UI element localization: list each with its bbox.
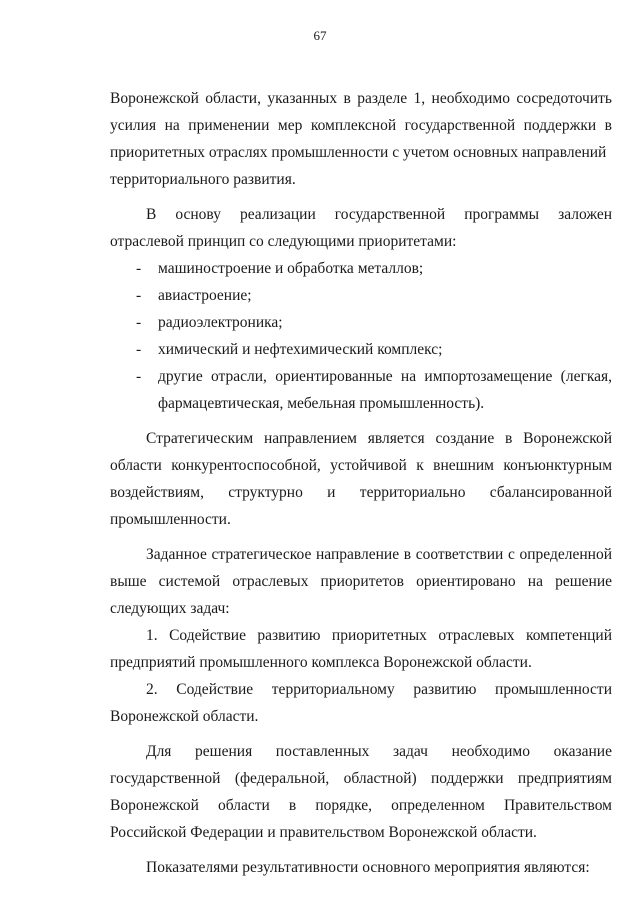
priority-list <box>110 255 612 417</box>
paragraph-priorities: В основу реализации государственной программы заложен отраслевой принцип со следующими приоритетами: <box>110 206 612 250</box>
dash-icon: - <box>136 260 142 277</box>
list-item: - машиностроение и обработка металлов; <box>110 255 612 282</box>
paragraph-support: Для решения поставленных задач необходимо оказание государственной (федеральной, областной) поддержки предприятиям Воронежской области в порядке, определенном Правительством Российской Федерации и правительством Воронежской области. <box>110 743 612 841</box>
page-number: 67 <box>313 28 327 43</box>
list-item: - авиастроение; <box>110 282 612 309</box>
paragraph-intro: Воронежской области, указанных в разделе 1, необходимо сосредоточить усилия на применении мер комплексной государственной поддержки в приоритетных отраслях промышленности с учетом основных направлений <box>110 90 612 161</box>
list-item: - радиоэлектроника; <box>110 309 612 336</box>
dash-icon: - <box>136 314 142 331</box>
paragraph-strategy: Стратегическим направлением является создание в Воронежской области конкурентоспособной, устойчивой к внешним конъюнктурным воздействиям, структурно и территориально сбалансированной промышленности. <box>110 430 612 528</box>
task-item-2: 2. Содействие территориальному развитию промышленности Воронежской области. <box>110 681 612 725</box>
dash-icon: - <box>136 341 142 358</box>
task-item-1: 1. Содействие развитию приоритетных отраслевых компетенций предприятий промышленного комплекса Воронежской области. <box>110 627 612 671</box>
paragraph-indicators: Показателями результативности основного мероприятия являются: <box>146 859 590 876</box>
paragraph-tasks-intro: Заданное стратегическое направление в соответствии с определенной выше системой отраслевых приоритетов ориентировано на решение следующих задач: <box>110 546 612 617</box>
dash-icon: - <box>136 287 142 304</box>
list-item: - химический и нефтехимический комплекс; <box>110 336 612 363</box>
list-item: - другие отрасли, ориентированные на импортозамещение (легкая, фармацевтическая, мебельная промышленность). <box>110 363 612 417</box>
dash-icon: - <box>136 368 142 385</box>
document-body <box>110 85 612 881</box>
paragraph-intro-end: территориального развития. <box>110 171 296 188</box>
